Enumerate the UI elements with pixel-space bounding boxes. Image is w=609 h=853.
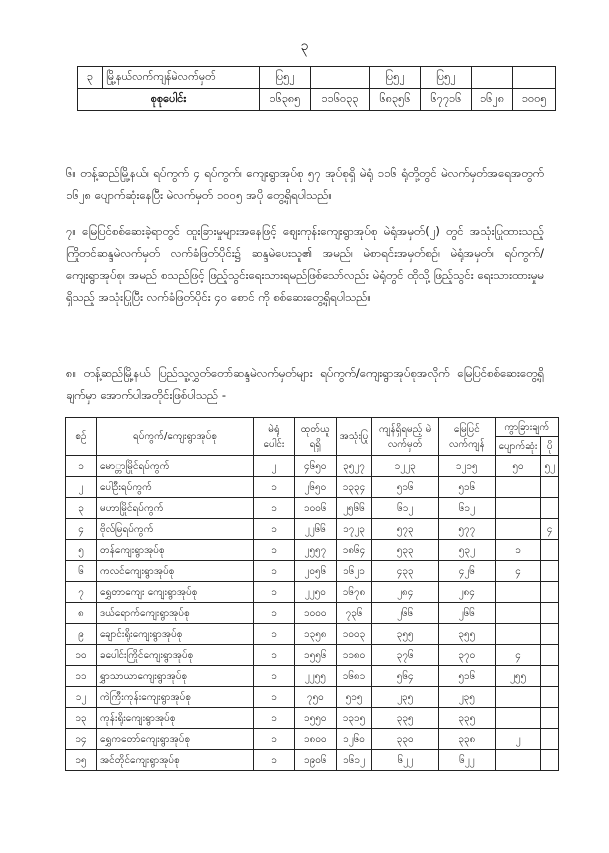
table-cell: ၅၃၃	[372, 540, 439, 561]
header-cell: ကွာခြားချက်	[495, 418, 558, 437]
table-cell: ၃၅၅	[372, 624, 439, 645]
table-cell: ၁၄	[66, 729, 97, 750]
table-cell: ပြ၅၂	[370, 67, 421, 89]
table-cell: ၁၁၈၀	[336, 645, 372, 666]
table-cell: ၁၆၈၁	[336, 666, 372, 687]
ward-name-cell: အင်တိုင်ကျေးရွာအုပ်စု	[97, 750, 254, 771]
table-cell: ၁၀	[66, 645, 97, 666]
ward-name-cell: တန်ကျေးရွာအုပ်စု	[97, 540, 254, 561]
table-cell	[495, 624, 541, 645]
ward-name-cell: မော္တာမြိုင်ရပ်ကွက်	[97, 456, 254, 477]
table-cell	[495, 603, 541, 624]
table-cell: ၁	[254, 645, 295, 666]
table-cell: ၁၂၁၅	[438, 456, 495, 477]
table-cell: ၃၃၅	[372, 708, 439, 729]
table-cell: ၅၁၅	[336, 687, 372, 708]
table-cell: ၁၂၂၃	[372, 456, 439, 477]
table-row	[66, 519, 559, 540]
table-cell: ၂၂၅၀	[295, 582, 337, 603]
table-cell: ၂၅၆၆	[336, 498, 372, 519]
table-cell: ၁	[254, 666, 295, 687]
ward-name-cell: ခပေါင်းကြိုင်ကျေးရွာအုပ်စု	[97, 645, 254, 666]
table-cell: ၁	[254, 708, 295, 729]
header-row	[66, 418, 559, 437]
table-row	[66, 456, 559, 477]
table-cell: ၅၀	[495, 456, 541, 477]
table-cell: ၁၀၀၀	[295, 603, 337, 624]
table-cell	[495, 708, 541, 729]
table-cell: ၁၃၃၄	[336, 477, 372, 498]
table-cell: ၁	[254, 477, 295, 498]
table-cell: ၁၆၇၈	[336, 582, 372, 603]
table-row	[66, 540, 559, 561]
table-cell: ၃၇၀	[438, 645, 495, 666]
table-cell: ၂	[66, 477, 97, 498]
table-cell: ၁	[254, 603, 295, 624]
table-cell: ၂	[495, 729, 541, 750]
header-cell: ရပ်ကွက်/ကျေးရွာအုပ်စု	[97, 418, 254, 456]
table-cell	[513, 67, 556, 89]
table-cell	[541, 498, 559, 519]
header-cell: ကျန်ရှိရမည့် မဲလက်မှတ်	[372, 418, 439, 456]
table-cell: ၆၇၇၁၆	[421, 89, 472, 111]
table-cell: ၁၅၅၀	[295, 708, 337, 729]
table-cell: ၅၁၆	[372, 477, 439, 498]
table-cell: ၄	[66, 519, 97, 540]
header-cell: မဲရုံ ပေါင်း	[254, 418, 295, 456]
table-cell: ၃	[66, 498, 97, 519]
table-row	[66, 582, 559, 603]
table-row	[66, 624, 559, 645]
table-cell: ၄	[495, 561, 541, 582]
header-cell: မြေပြင် လက်ကျန်	[438, 418, 495, 456]
table-cell: ၃၃၅	[438, 708, 495, 729]
table-cell: ၅၃၂	[438, 540, 495, 561]
table-cell: ၃	[78, 67, 103, 89]
table-cell	[541, 687, 559, 708]
table-cell: ၁၅	[66, 750, 97, 771]
table-cell: ၁၃	[66, 708, 97, 729]
ward-name-cell: ကုန်းရိုးကျေးရွာအုပ်စု	[97, 708, 254, 729]
table-cell: ၆၁၂	[372, 498, 439, 519]
table-row	[66, 729, 559, 750]
table-cell: ၄	[495, 645, 541, 666]
table-cell: ၅၂	[541, 456, 559, 477]
table-cell: ပြ၅၂	[421, 67, 472, 89]
table-cell: ၁၇၂၃	[336, 519, 372, 540]
ward-name-cell: ရွှာသာယာကျေးရွာအုပ်စု	[97, 666, 254, 687]
table-body	[66, 456, 559, 771]
table-cell: မြို့နယ်လက်ကျန်မဲလက်မှတ်	[103, 67, 260, 89]
table-cell: ၁၆၂၁	[336, 561, 372, 582]
table-cell	[495, 498, 541, 519]
table-cell: ၂၃၅	[438, 687, 495, 708]
table-row	[66, 666, 559, 687]
table-cell: ၁	[254, 624, 295, 645]
table-cell: ၅	[66, 540, 97, 561]
table-cell: ၁၀၀၆	[295, 498, 337, 519]
table-row	[66, 498, 559, 519]
table-cell: ၂၆၆	[372, 603, 439, 624]
table-cell: ၁၃၅၈	[295, 624, 337, 645]
table-cell	[471, 67, 513, 89]
table-cell: ၁	[254, 498, 295, 519]
table-cell: ၁	[254, 729, 295, 750]
ward-results-table	[65, 417, 559, 771]
table-cell: ၄၆၅၀	[295, 456, 337, 477]
table-cell: ၆၁၂	[438, 498, 495, 519]
table-cell: ၄၂၆	[438, 561, 495, 582]
table-cell: ၄၃၃	[372, 561, 439, 582]
table-cell: ၁၁၆၀၃၃	[310, 89, 369, 111]
table-cell: ၆၈၃၅၆	[370, 89, 421, 111]
page-number: ၃	[300, 38, 309, 54]
table-cell	[495, 582, 541, 603]
table-cell: ၁၉၀၆	[295, 750, 337, 771]
ward-name-cell: ဗိုလ်မြရပ်ကွက်	[97, 519, 254, 540]
table-cell: ၃၅၅	[438, 624, 495, 645]
paragraph-7: ၇။ မြေပြင်စစ်ဆေးခဲ့ရာတွင် ထူးခြားမှုများအနေဖြင့် ဈေးကုန်းကျေးရွာအုပ်စု မဲရုံအမှတ်(၂) တွင် အသုံးပြုထားသည့် ကြိုတင်ဆန္ဒမဲလက်မှတ် လက်ခံဖြတ်ပိုင်း၌ ဆန္ဒမဲပေးသူ၏ အမည်၊ မဲစာရင်းအမှတ်စဉ်၊ မဲရုံအမှတ်၊ ရပ်ကွက်/ကျေးရွာအုပ်စု၊ အမည် စသည်ဖြင့် ဖြည့်သွင်းရေးသားရမည်ဖြစ်သော်လည်း မဲရုံတွင် ထိုသို့ ဖြည့်သွင်း ရေးသားထားမှုမရှိသည့် အသုံးပြုပြီး လက်ခံဖြတ်ပိုင်း ၄၀ စောင် ကို စစ်ဆေးတွေ့ရှိရပါသည်။	[66, 223, 544, 304]
table-cell	[541, 666, 559, 687]
table-cell: ၂၆၅၀	[295, 477, 337, 498]
table-row	[66, 645, 559, 666]
summary-table	[77, 66, 556, 111]
table-cell: ၃၅၂၇	[336, 456, 372, 477]
table-cell: ၃၇၆	[372, 645, 439, 666]
header-cell: အသုံးပြု	[336, 418, 372, 456]
table-cell: ၆၂၂	[438, 750, 495, 771]
table-cell	[310, 67, 369, 89]
table-cell: ၅၁၆	[438, 477, 495, 498]
table-cell: ၁	[254, 687, 295, 708]
table-cell	[541, 561, 559, 582]
header-cell: ပျောက်ဆုံး	[495, 437, 541, 456]
ward-name-cell: ရွှေတာကျေး ကျေးရွာအုပ်စု	[97, 582, 254, 603]
table-cell	[495, 750, 541, 771]
table-cell: ၂၈၄	[438, 582, 495, 603]
table-cell: ၇၅၀	[295, 687, 337, 708]
table-cell: ၆	[66, 561, 97, 582]
ward-name-cell: ပေါဦးရပ်ကွက်	[97, 477, 254, 498]
table-cell: ၁	[254, 561, 295, 582]
ward-name-cell: ရွှေကတော်ကျေးရွာအုပ်စု	[97, 729, 254, 750]
table-cell: ပြ၅၂	[260, 67, 311, 89]
table-cell	[541, 603, 559, 624]
table-cell: ၇	[66, 582, 97, 603]
header-cell: ထုတ်ယူရရှိ	[295, 418, 337, 456]
table-cell: ၉	[66, 624, 97, 645]
table-cell: ၅၇၇	[438, 519, 495, 540]
table-cell	[541, 729, 559, 750]
ward-name-cell: ကလင်ကျေးရွာအုပ်စု	[97, 561, 254, 582]
table-cell: ၅၁၆	[438, 666, 495, 687]
table-cell	[541, 477, 559, 498]
table-cell: ၂	[254, 456, 295, 477]
table-cell: ၂၅၅၇	[295, 540, 337, 561]
table-cell: ၁၈၀၀	[295, 729, 337, 750]
table-cell: ၈	[66, 603, 97, 624]
table-cell: ၁၅၅၆	[295, 645, 337, 666]
paragraph-6: ၆။ တန့်ဆည်မြို့နယ်၊ ရပ်ကွက် ၄ ရပ်ကွက်၊ ကျေးရွာအုပ်စု ၅၇ အုပ်စုရှိ မဲရုံ ၁၁၆ ရုံတို့တွင် မဲလက်မှတ်အရေအတွက် ၁၆၂၈ ပျောက်ဆုံးနေပြီး မဲလက်မှတ် ၁၀၀၅ အပို တွေ့ရှိရပါသည်။	[66, 165, 544, 202]
table-cell: ၁၁	[66, 666, 97, 687]
table-cell: ၃၃၀	[372, 729, 439, 750]
table-cell: ၁	[495, 540, 541, 561]
table-row	[78, 89, 556, 111]
table-cell	[541, 750, 559, 771]
table-cell: ၂၅၅	[495, 666, 541, 687]
table-cell: ၅၆၄	[372, 666, 439, 687]
table-row	[66, 603, 559, 624]
table-cell: ၁	[254, 540, 295, 561]
table-cell: ၂၂၆၆	[295, 519, 337, 540]
table-cell: ၂၀၅၆	[295, 561, 337, 582]
header-cell: ပို	[541, 437, 559, 456]
ward-name-cell: မဟာမြိုင်ရပ်ကွက်	[97, 498, 254, 519]
ward-name-cell: ကဲကြီးကုန်းကျေးရွာအုပ်စု	[97, 687, 254, 708]
table-cell: ၁၆၁၂	[336, 750, 372, 771]
table-cell	[541, 540, 559, 561]
ward-name-cell: ဒယ်ရောက်ကျေးရွာအုပ်စု	[97, 603, 254, 624]
table-cell: ၇၃၆	[336, 603, 372, 624]
table-row	[66, 708, 559, 729]
header-cell: စဉ်	[66, 418, 97, 456]
ward-name-cell: ချောင်းရိုးကျေးရွာအုပ်စု	[97, 624, 254, 645]
table-cell: ၃၃၈	[438, 729, 495, 750]
table-cell: ၁၀၀၅	[513, 89, 556, 111]
table-cell: ၁	[254, 519, 295, 540]
table-cell: ၁၈၆၄	[336, 540, 372, 561]
table-row	[66, 561, 559, 582]
table-cell	[495, 477, 541, 498]
table-row	[66, 477, 559, 498]
table-cell: ၅၇၃	[372, 519, 439, 540]
table-cell: ၁	[254, 750, 295, 771]
table-row	[78, 67, 556, 89]
total-label: စုစုပေါင်း	[78, 89, 260, 111]
table-cell: ၁၀၀၃	[336, 624, 372, 645]
table-cell: ၁၂	[66, 687, 97, 708]
table-cell: ၁၂၆၀	[336, 729, 372, 750]
table-cell: ၆၂၂	[372, 750, 439, 771]
paragraph-8: ၈။ တန့်ဆည်မြို့နယ် ပြည်သူ့လွှတ်တော်ဆန္ဒမဲလက်မှတ်များ ရပ်ကွက်/ကျေးရွာအုပ်စုအလိုက် မြေပြင်စစ်ဆေးတွေ့ရှိချက်မှာ အောက်ပါအတိုင်းဖြစ်ပါသည် -	[66, 365, 544, 402]
table-row	[66, 687, 559, 708]
table-cell	[541, 624, 559, 645]
table-cell: ၁၆၂၈	[471, 89, 513, 111]
table-cell	[541, 645, 559, 666]
table-cell: ၄	[541, 519, 559, 540]
table-cell	[541, 582, 559, 603]
table-row	[66, 750, 559, 771]
table-cell	[495, 687, 541, 708]
table-cell: ၂၃၅	[372, 687, 439, 708]
table-cell: ၂၂၅၅	[295, 666, 337, 687]
table-cell	[541, 708, 559, 729]
table-cell: ၂၈၄	[372, 582, 439, 603]
table-cell: ၁	[66, 456, 97, 477]
table-cell: ၂၆၆	[438, 603, 495, 624]
table-cell: ၁၆၃၈၅	[260, 89, 311, 111]
table-cell: ၁	[254, 582, 295, 603]
table-cell	[495, 519, 541, 540]
table-cell: ၁၃၁၅	[336, 708, 372, 729]
